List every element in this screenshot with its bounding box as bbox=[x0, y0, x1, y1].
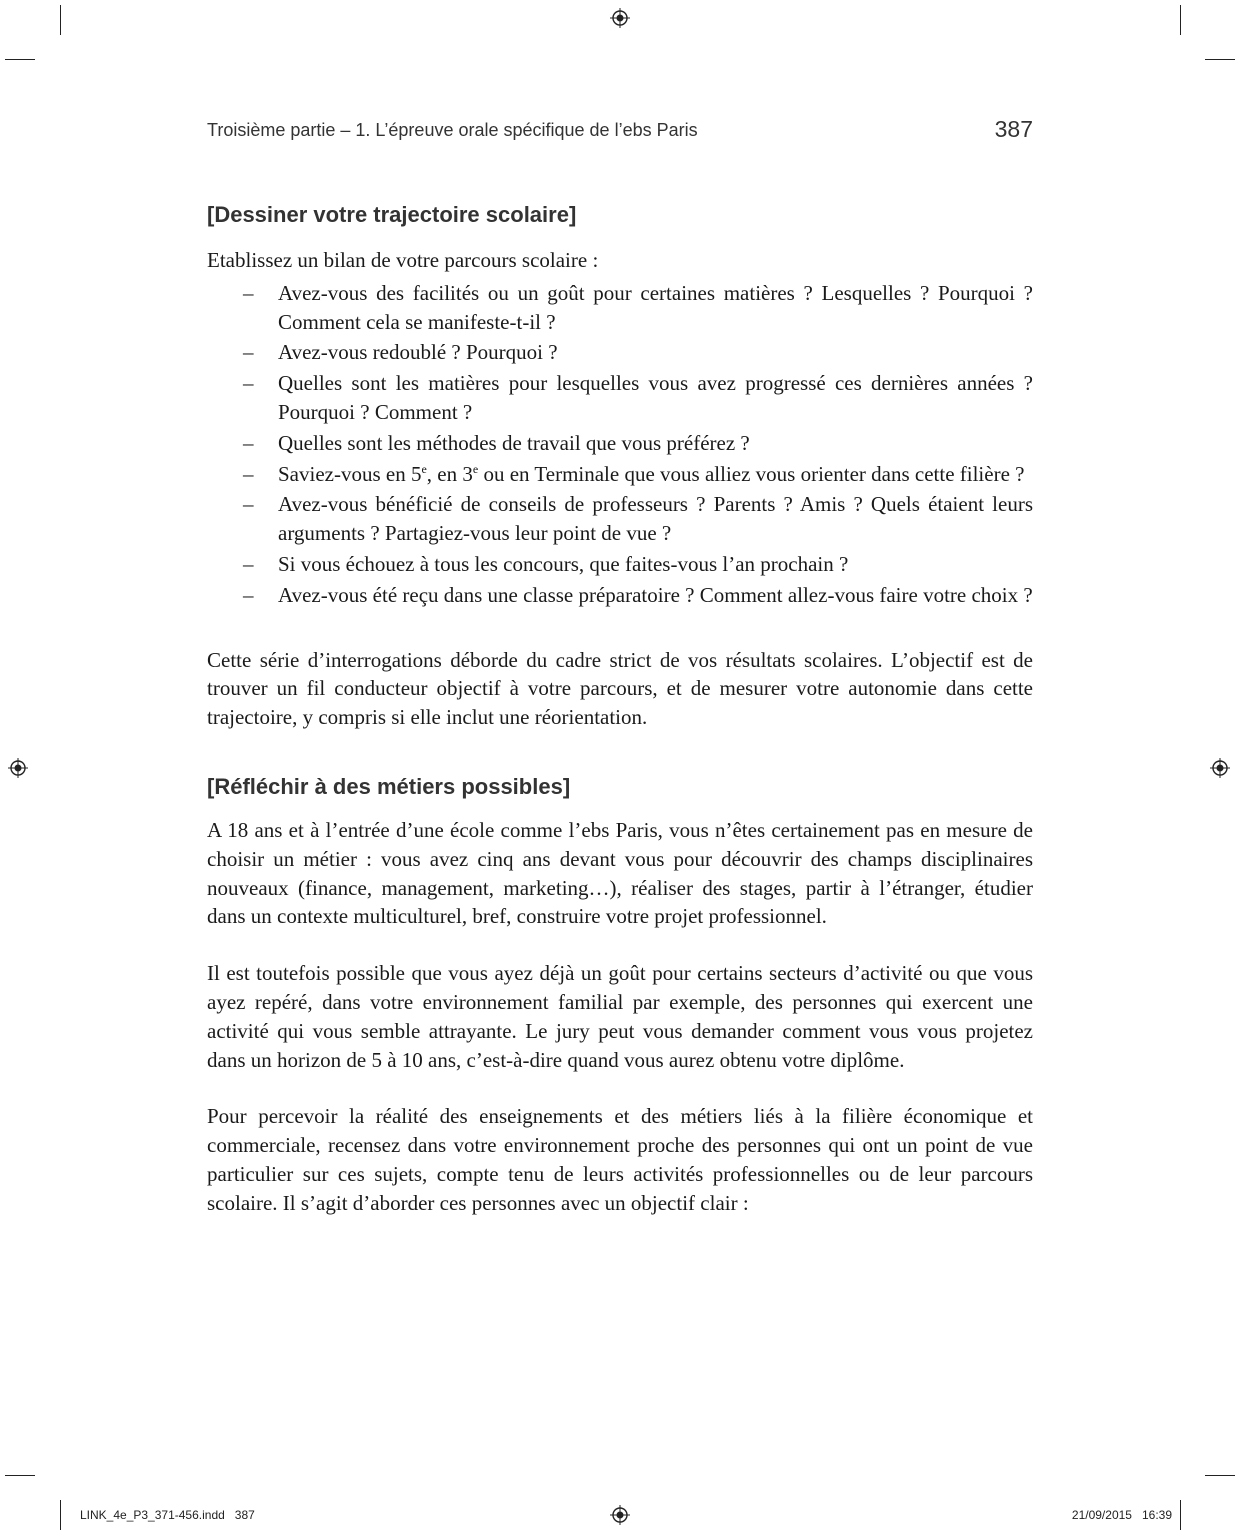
list-item-text: Avez-vous été reçu dans une classe préparatoire ? Comment allez-vous faire votre choix ? bbox=[278, 582, 1033, 607]
registration-mark-icon bbox=[610, 1505, 630, 1525]
running-head bbox=[207, 116, 1033, 146]
bullet-dash: – bbox=[243, 280, 254, 305]
list-item bbox=[207, 460, 1033, 489]
superscript: e bbox=[421, 461, 427, 476]
crop-mark bbox=[5, 59, 35, 60]
registration-mark-icon bbox=[1210, 758, 1230, 778]
section-heading: [Réfléchir à des métiers possibles] bbox=[207, 773, 571, 799]
bullet-dash: – bbox=[243, 582, 254, 607]
list-item-text-part: ou en Terminale que vous alliez vous orienter dans cette filière ? bbox=[478, 461, 1025, 486]
list-item bbox=[207, 550, 1033, 579]
body-paragraph: A 18 ans et à l’entrée d’une école comme l’ebs Paris, vous n’êtes certainement pas en mesure de choisir un métier : vous avez cinq ans devant vous pour découvrir des champs disciplinaires nouveaux (finance, management, marketing…), réaliser des stages, partir à l’étranger, étudier dans un contexte multiculturel, bref, construire votre projet professionnel. bbox=[207, 817, 1033, 929]
list-item bbox=[207, 279, 1033, 337]
crop-mark bbox=[1180, 5, 1181, 35]
list-item bbox=[207, 429, 1033, 458]
section-2 bbox=[207, 772, 1033, 1218]
list-item-text: Avez-vous bénéficié de conseils de professeurs ? Parents ? Amis ? Quels étaient leurs arguments ? Partagiez-vous leur point de vue ? bbox=[278, 492, 1033, 546]
slug-file-info: LINK_4e_P3_371-456.indd 387 bbox=[80, 1508, 255, 1522]
list-item bbox=[207, 581, 1033, 610]
body-paragraph: Cette série d’interrogations déborde du cadre strict de vos résultats scolaires. L’objectif est de trouver un fil conducteur objectif à votre parcours, et de mesurer votre autonomie dans cette trajectoire, y compris si elle inclut une réorientation. bbox=[207, 647, 1033, 730]
bullet-dash: – bbox=[243, 340, 254, 365]
list-item bbox=[207, 490, 1033, 548]
page-number: 387 bbox=[994, 116, 1033, 142]
crop-mark bbox=[60, 5, 61, 35]
crop-mark bbox=[1205, 59, 1235, 60]
crop-mark bbox=[5, 1475, 35, 1476]
list-item-text: Quelles sont les méthodes de travail que vous préférez ? bbox=[278, 430, 750, 455]
list-item bbox=[207, 369, 1033, 427]
crop-mark bbox=[1180, 1500, 1181, 1530]
bullet-dash: – bbox=[243, 492, 254, 517]
bullet-dash: – bbox=[243, 551, 254, 576]
page-content bbox=[207, 200, 1033, 1218]
list-item-text: Avez-vous des facilités ou un goût pour certaines matières ? Lesquelles ? Pourquoi ? Comment cela se manifeste-t-il ? bbox=[278, 280, 1033, 334]
list-item-text-part: Saviez-vous en 5 bbox=[278, 461, 422, 486]
crop-mark bbox=[60, 1500, 61, 1530]
registration-mark-icon bbox=[8, 758, 28, 778]
list-item-text: Quelles sont les matières pour lesquelles vous avez progressé ces dernières années ? Pourquoi ? Comment ? bbox=[278, 371, 1033, 424]
bullet-dash: – bbox=[243, 371, 254, 396]
list-item-text: Si vous échouez à tous les concours, que faites-vous l’an prochain ? bbox=[278, 551, 849, 576]
list-item-text-part: , en 3 bbox=[426, 461, 473, 486]
superscript: e bbox=[472, 461, 479, 476]
bullet-dash: – bbox=[243, 430, 254, 455]
body-paragraph: Il est toutefois possible que vous ayez déjà un goût pour certains secteurs d’activité ou que vous ayez repéré, dans votre environnement familial par exemple, des personnes qui exercent une activité qui vous semble attrayante. Le jury peut vous demander comment vous vous projetez dans un horizon de 5 à 10 ans, c’est-à-dire quand vous aurez obtenu votre diplôme. bbox=[207, 961, 1033, 1072]
list-item-text bbox=[278, 462, 1024, 486]
list-item-text: Avez-vous redoublé ? Pourquoi ? bbox=[278, 340, 558, 365]
crop-mark bbox=[1205, 1475, 1235, 1476]
list-item bbox=[207, 338, 1033, 367]
section-heading: [Dessiner votre trajectoire scolaire] bbox=[207, 202, 577, 227]
slug-date: 21/09/2015 16:39 bbox=[1071, 1508, 1172, 1522]
question-list bbox=[207, 279, 1033, 610]
body-paragraph: Pour percevoir la réalité des enseignements et des métiers liés à la filière économique et commerciale, recensez dans votre environnement proche des personnes qui ont un point de vue particulier sur ces sujets, compte tenu de leurs activités professionnelles ou de leur parcours scolaire. Il s’agit d’aborder ces personnes avec un objectif clair : bbox=[207, 1104, 1033, 1215]
registration-mark-icon bbox=[610, 8, 630, 28]
bullet-dash: – bbox=[243, 461, 254, 486]
section-intro: Etablissez un bilan de votre parcours scolaire : bbox=[207, 248, 599, 272]
running-head-title: Troisième partie – 1. L’épreuve orale spécifique de l’ebs Paris bbox=[207, 120, 698, 140]
